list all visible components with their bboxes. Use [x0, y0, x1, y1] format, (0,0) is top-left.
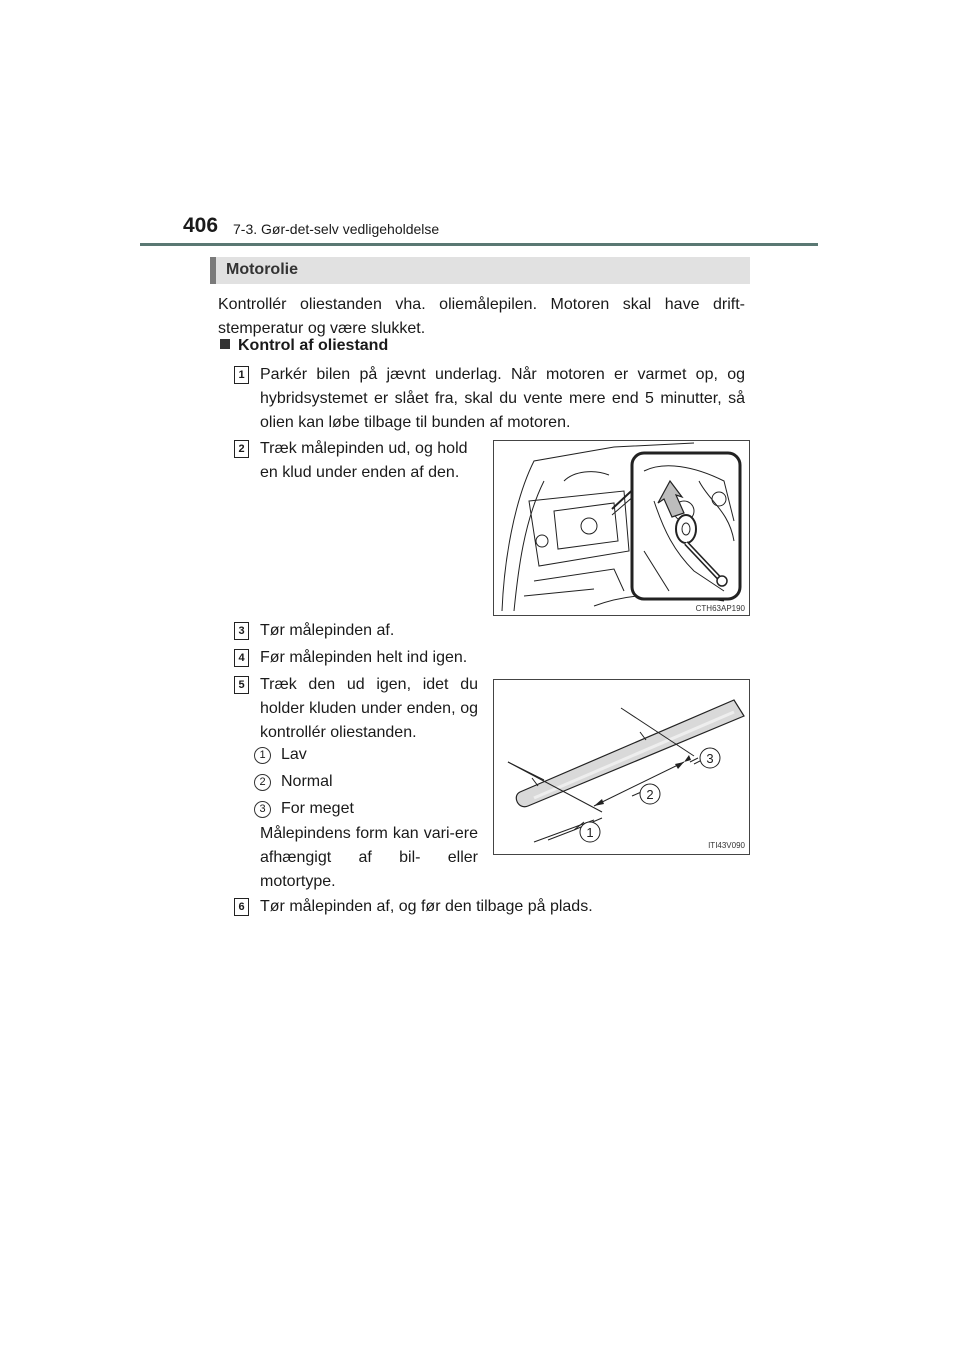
level-label-2: Normal: [281, 773, 333, 790]
step-text-2: Træk målepinden ud, og hold en klud under enden af den.: [260, 440, 468, 481]
chapter-title: 7-3. Gør-det-selv vedligeholdelse: [233, 221, 440, 237]
page-number: 406: [183, 214, 219, 237]
step-number-1: 1: [234, 366, 249, 384]
dipstick-callout-1: 1: [586, 825, 594, 840]
dipstick-callout-3: 3: [706, 751, 714, 766]
dipstick-callout-2: 2: [646, 787, 654, 802]
level-item-1: [254, 743, 307, 767]
dipstick-illustration: [494, 680, 749, 854]
intro-paragraph: Kontrollér oliestanden vha. oliemålepilen. Motoren skal have drift-stemperatur og være slukket.: [218, 296, 745, 337]
step-text-4: Før målepinden helt ind igen.: [260, 649, 468, 666]
section-title: Motorolie: [226, 261, 298, 278]
engine-figure: [493, 440, 750, 616]
engine-illustration: [494, 441, 749, 615]
step-text-6: Tør målepinden af, og før den tilbage på plads.: [260, 898, 593, 915]
dipstick-note: Målepindens form kan vari-ere afhængigt af bil- eller motortype.: [260, 825, 478, 890]
step-number-5: 5: [234, 676, 249, 694]
step-number-6: 6: [234, 898, 249, 916]
step-number-2: 2: [234, 440, 249, 458]
step-text-3: Tør målepinden af.: [260, 622, 395, 639]
level-label-1: Lav: [281, 746, 307, 763]
section-heading-bar: [210, 257, 750, 284]
level-item-3: [254, 797, 354, 821]
dipstick-figure-code: ITI43V090: [708, 841, 745, 850]
step-number-4: 4: [234, 649, 249, 667]
square-bullet-icon: [220, 339, 230, 349]
subheading-text: Kontrol af oliestand: [238, 337, 389, 354]
section-accent: [210, 257, 216, 284]
level-item-2: [254, 770, 333, 794]
level-label-3: For meget: [281, 800, 354, 817]
engine-figure-code: CTH63AP190: [695, 604, 745, 613]
step-text-5: Træk den ud igen, idet du holder kluden under enden, og kontrollér oliestanden.: [260, 676, 478, 741]
level-number-2: 2: [254, 774, 271, 791]
step-number-3: 3: [234, 622, 249, 640]
level-number-1: 1: [254, 747, 271, 764]
step-text-1: Parkér bilen på jævnt underlag. Når motoren er varmet op, og hybridsystemet er slået fra, skal du vente mere end 5 minutter, så olien kan løbe tilbage til bunden af motoren.: [260, 366, 745, 431]
dipstick-figure: [493, 679, 750, 855]
level-number-3: 3: [254, 801, 271, 818]
header-rule: [140, 243, 818, 246]
subheading: [220, 337, 388, 355]
